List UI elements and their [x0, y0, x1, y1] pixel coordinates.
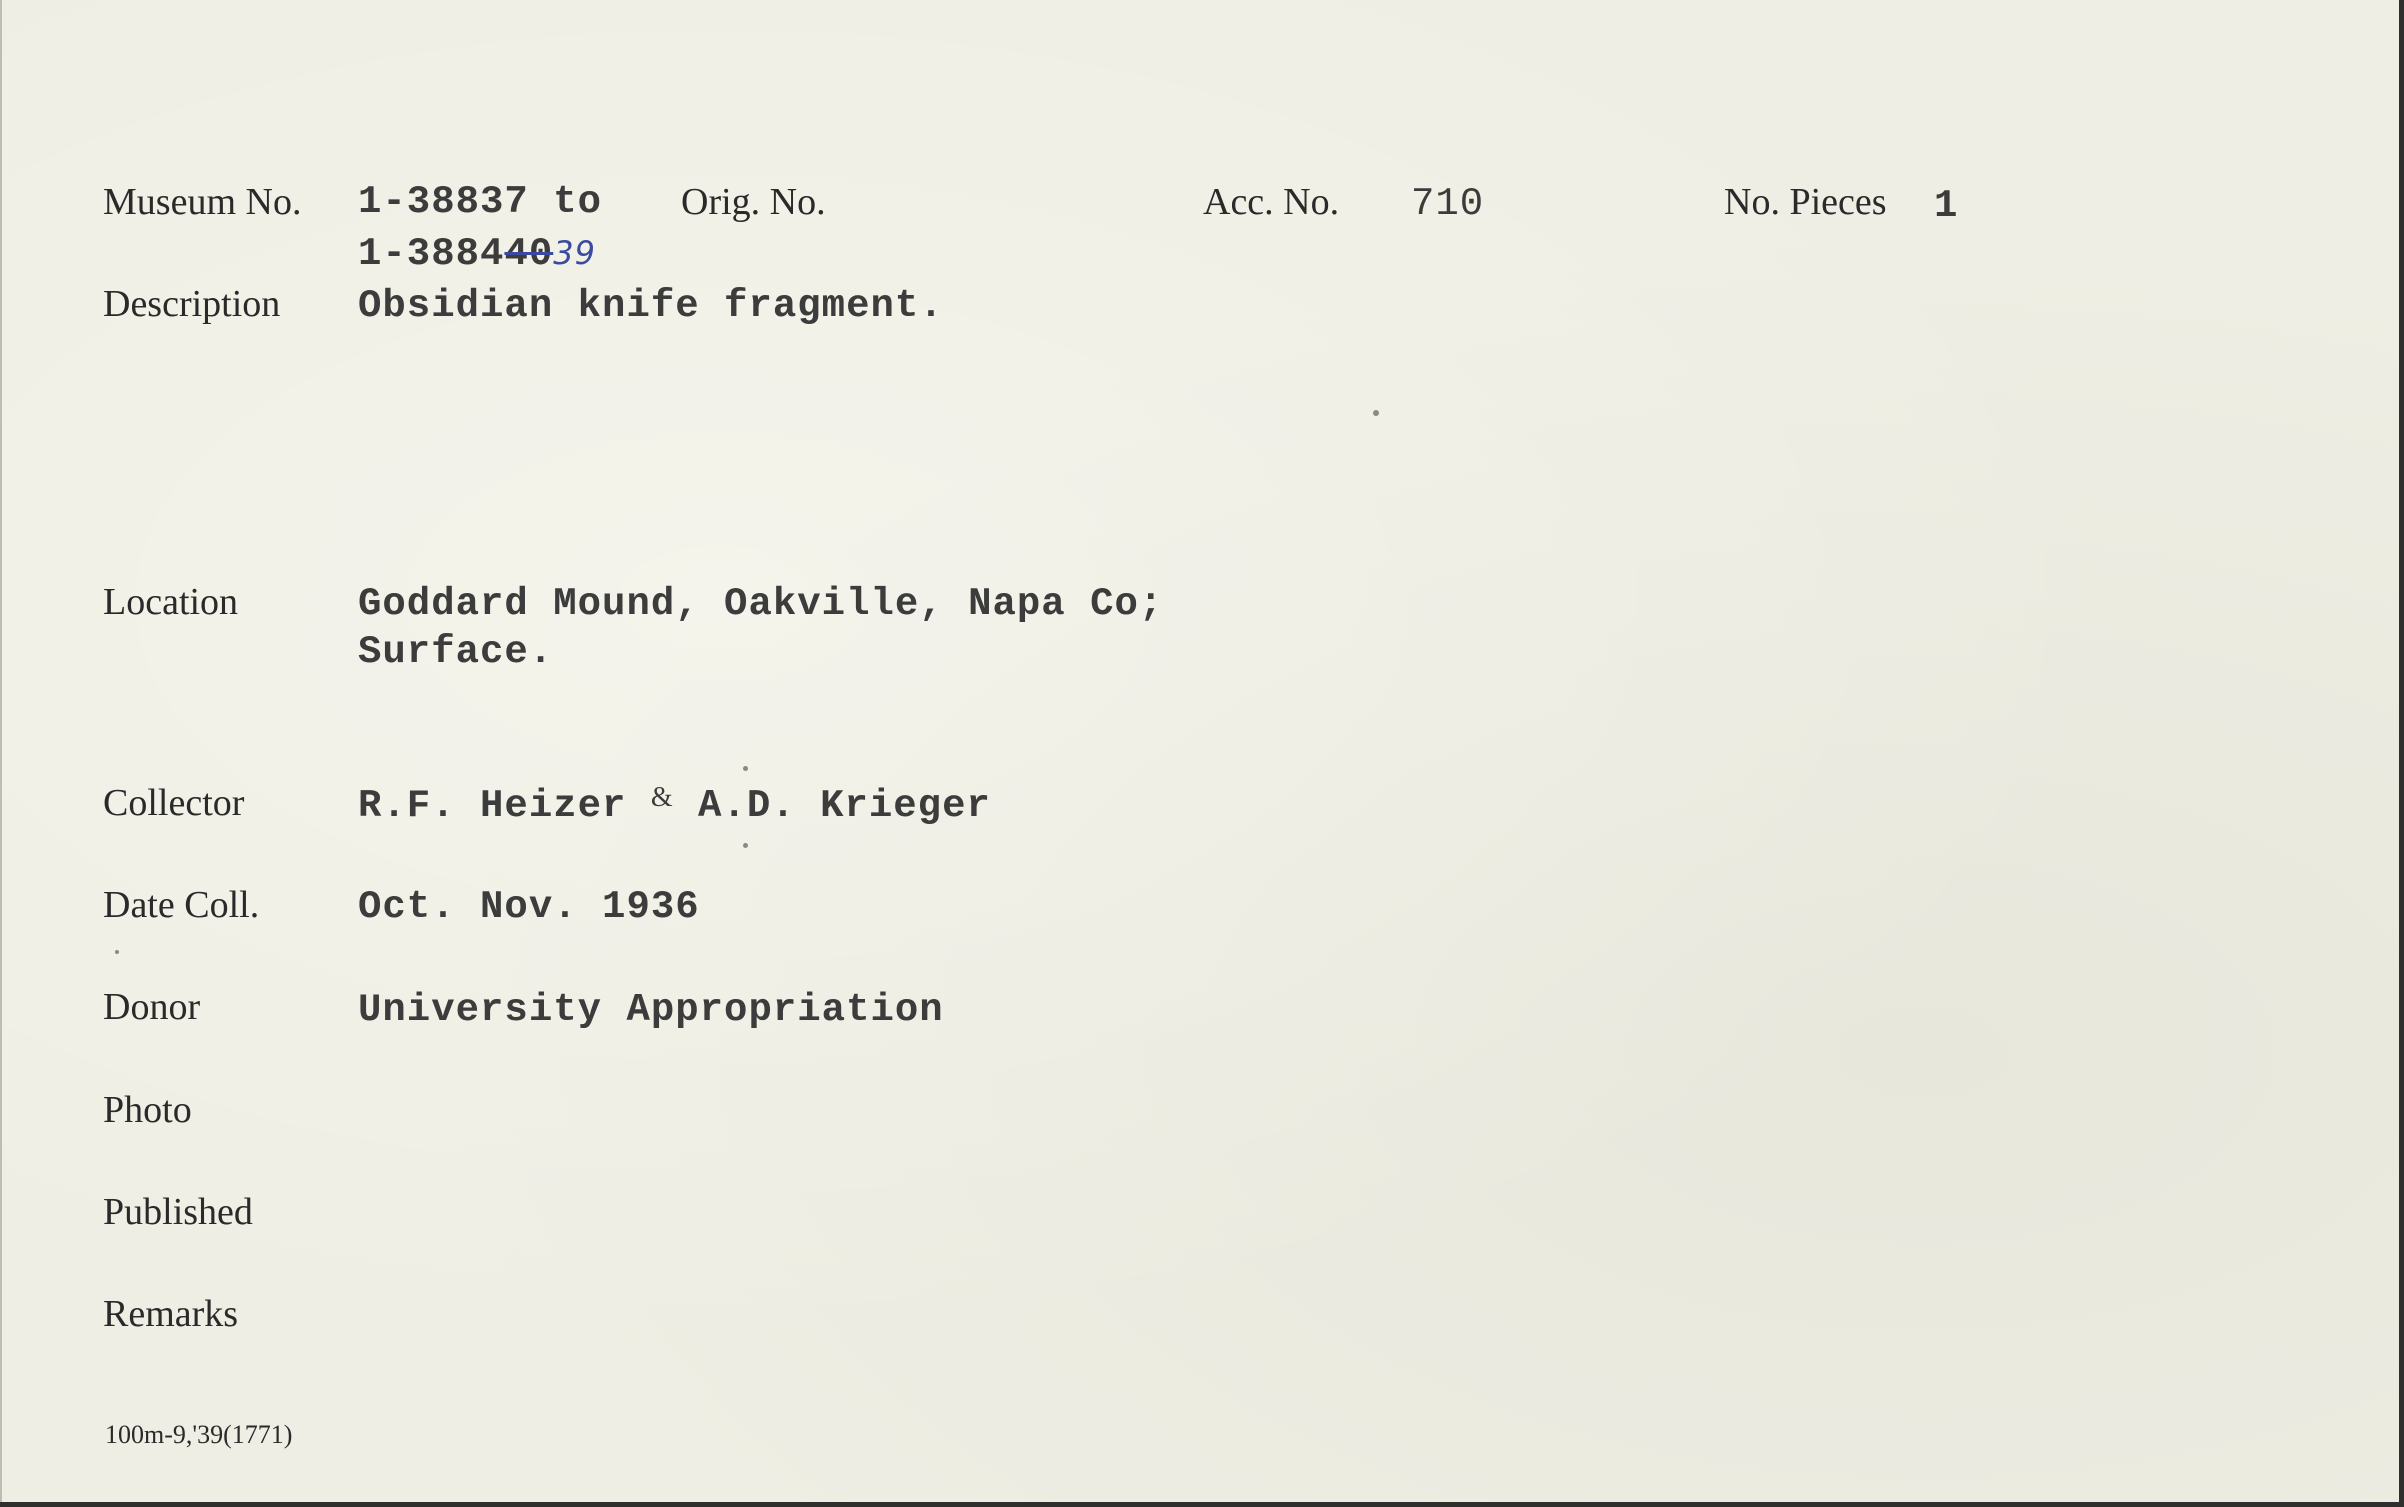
location-line1: Goddard Mound, Oakville, Napa Co; — [358, 582, 1164, 626]
donor-value: University Appropriation — [358, 988, 944, 1032]
location-label: Location — [103, 581, 239, 623]
form-code: 100m-9,'39(1771) — [105, 1420, 293, 1449]
donor-label: Donor — [103, 986, 201, 1028]
paper-speck — [743, 766, 748, 771]
museum-no-label: Museum No. — [103, 181, 302, 223]
collector-name-1: R.F. Heizer — [358, 784, 627, 828]
paper-speck — [115, 950, 119, 954]
card-edge-right — [2399, 0, 2404, 1507]
card-edge-bottom — [0, 1502, 2404, 1507]
no-pieces-label: No. Pieces — [1724, 181, 1887, 223]
collector-ampersand: & — [650, 782, 674, 813]
date-coll-value: Oct. Nov. 1936 — [358, 885, 700, 929]
location-line2: Surface. — [358, 630, 554, 674]
description-value: Obsidian knife fragment. — [358, 284, 944, 328]
card-edge-left — [0, 0, 2, 1507]
collector-name-2: A.D. Krieger — [698, 784, 991, 828]
photo-label: Photo — [103, 1089, 192, 1131]
collector-value — [358, 782, 991, 828]
museum-no-struck-digits: 40 — [504, 232, 554, 276]
acc-no-label: Acc. No. — [1203, 181, 1340, 223]
paper-speck — [1373, 410, 1379, 416]
museum-no-handwritten-correction: 39 — [553, 234, 596, 272]
published-label: Published — [103, 1191, 253, 1233]
remarks-label: Remarks — [103, 1293, 239, 1335]
museum-no-line1: 1-38837 to — [358, 180, 603, 224]
museum-no-line2 — [358, 232, 596, 276]
orig-no-label: Orig. No. — [681, 181, 826, 223]
museum-no-line2-prefix: 1-3884 — [358, 232, 505, 276]
description-label: Description — [103, 283, 281, 325]
no-pieces-value: 1 — [1934, 184, 1959, 228]
collector-label: Collector — [103, 782, 245, 824]
paper-speck — [743, 843, 748, 848]
acc-no-value: 710 — [1411, 182, 1485, 226]
date-coll-label: Date Coll. — [103, 884, 260, 926]
